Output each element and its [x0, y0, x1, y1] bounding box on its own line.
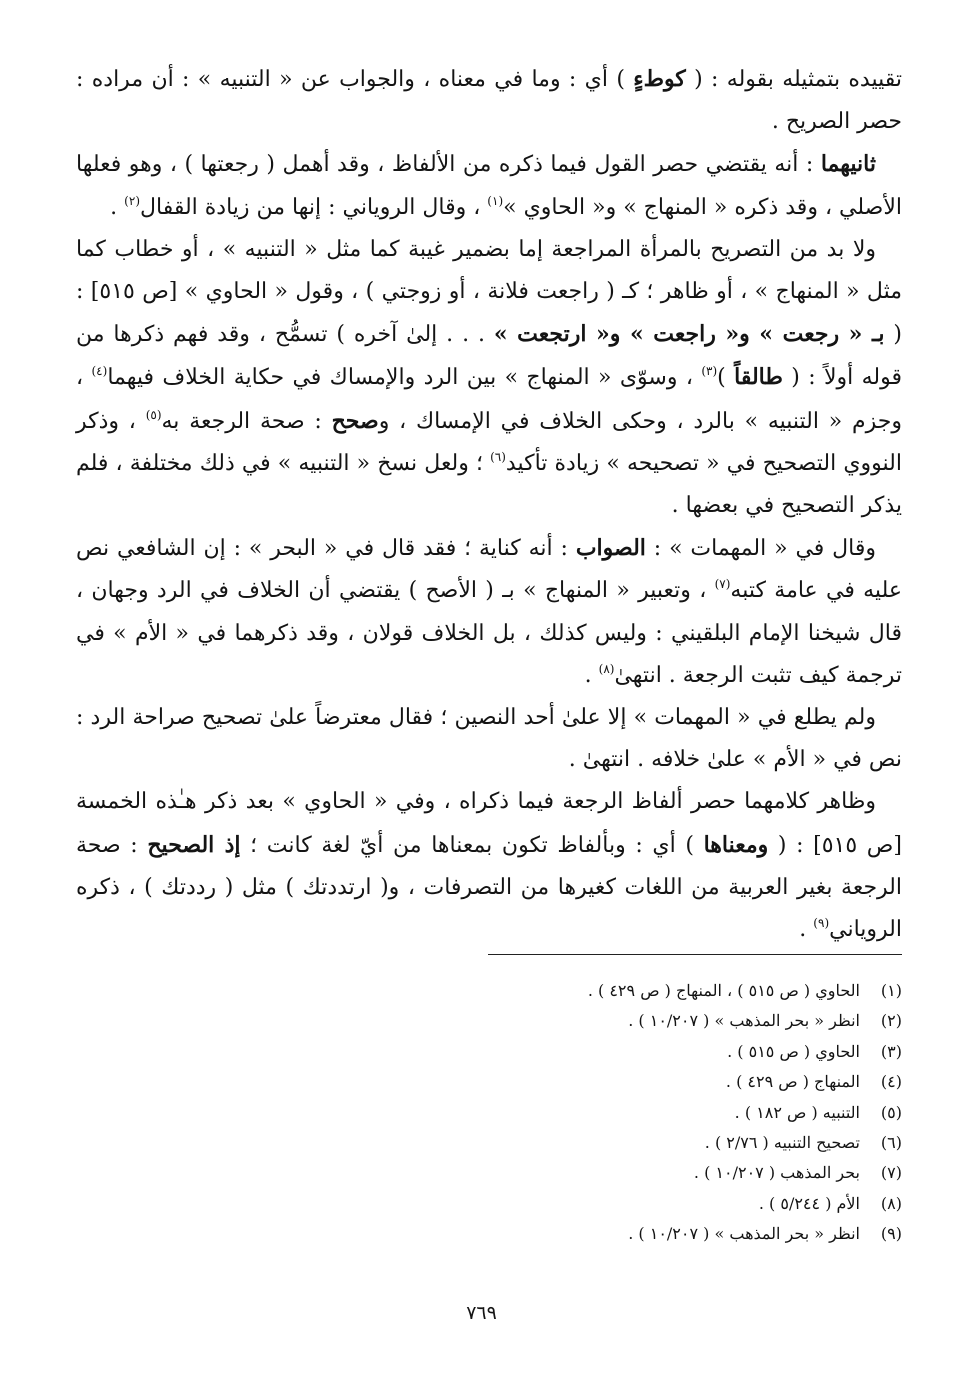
- text-run: ، وتعبير « المنهاج » بـ ( الأصح ) يقتضي أن الخلاف في الرد وجهان ، قال شيخنا الإمام البلقيني : وليس كذلك ، بل الخلاف قولان ، وقد ذكرهما في « الأم » في ترجمة كيف تثبت الرجعة . انتهىٰ: [76, 578, 902, 688]
- footnote-text: بحر المذهب ( ١٠/٢٠٧ ) .: [693, 1163, 860, 1183]
- paragraph: [76, 143, 902, 228]
- footnote-number: (٥): [880, 1102, 902, 1122]
- footnote-reference: (٧): [714, 577, 731, 592]
- footnote-reference: (٥): [145, 407, 162, 422]
- footnote-separator: [488, 954, 902, 955]
- footnote-text: تصحيح التنبيه ( ٢/٧٦ ) .: [704, 1133, 860, 1153]
- text-run: .: [110, 194, 125, 220]
- bold-term: ومعناها: [703, 831, 769, 858]
- text-run: ، وجزم « التنبيه » بالرد ، وحكى الخلاف في الإمساك ، و: [76, 365, 902, 434]
- text-run: : صحة الرجعة بغير العربية من اللغات كغيرها من التصرفات ، و( ارتددتك ) مثل ( رددتك ) ، ذكره الروياني: [76, 832, 902, 943]
- footnote: [440, 976, 902, 1006]
- bold-term: كوطءٍ: [633, 66, 686, 92]
- footnotes-section: [440, 976, 902, 1250]
- footnote: [440, 1219, 902, 1249]
- footnote-number: (١): [880, 981, 902, 1000]
- footnote-text: انظر « بحر المذهب » ( ١٠/٢٠٧ ) .: [628, 1224, 860, 1244]
- footnote: [440, 1006, 902, 1036]
- footnote: [440, 1158, 902, 1188]
- footnote-number: (٧): [880, 1163, 902, 1183]
- paragraph: [76, 229, 902, 527]
- bold-term: بـ « رجعت » و« راجعت » و« ارتجعت »: [493, 321, 885, 348]
- footnote-reference: (٤): [91, 364, 108, 379]
- text-run: ولا بد من التصريح بالمرأة المراجعة إما بضمير غيبة كما مثل « التنبيه » ، أو خطاب كما مثل « المنهاج » ، أو ظاهر ؛ كـ ( راجعت فلانة ، أو زوجتي ) ، وقول « الحاوي » [ص ٥١٥] : (: [76, 236, 903, 348]
- text-run: تقييده بتمثيله بقوله : (: [685, 67, 903, 92]
- footnote-reference: (٨): [598, 661, 615, 676]
- text-run: .: [799, 917, 814, 943]
- footnote: [440, 1098, 902, 1128]
- text-run: وظاهر كلامهما حصر ألفاظ الرجعة فيما ذكراه ، وفي « الحاوي » بعد ذكر هـٰذه الخمسة [ص ٥١٥] : (: [76, 789, 902, 858]
- footnote: [440, 1128, 902, 1158]
- paragraph: [76, 58, 902, 143]
- text-run: وقال في « المهمات » :: [645, 536, 877, 562]
- footnote-number: (٨): [880, 1193, 902, 1213]
- text-run: .: [584, 662, 599, 688]
- text-run: : أنه كناية ؛ فقد قال في « البحر » : إن الشافعي نص عليه في عامة كتبه: [76, 536, 902, 604]
- bold-term: صحح: [331, 407, 379, 434]
- footnote: [440, 1067, 902, 1097]
- footnote-number: (٩): [880, 1224, 902, 1244]
- text-run: ، وذكر النووي التصحيح في « تصحيحه » زيادة تأكيد: [76, 408, 902, 476]
- bold-term: الصواب: [575, 535, 646, 562]
- text-run: : صحة الرجعة به: [161, 408, 332, 434]
- text-run: ولم يطلع في « المهمات » إلا علىٰ أحد النصين ؛ فقال معترضاً علىٰ تصحيح صراحة الرد : نص في « الأم » علىٰ خلافه . انتهىٰ .: [76, 705, 902, 773]
- footnote: [440, 1189, 902, 1219]
- footnote-reference: (٣): [701, 364, 718, 379]
- text-run: ، وقال الروياني : إنها من زيادة القفال: [140, 194, 488, 220]
- footnote-text: الأم ( ٥/٢٤٤ ) .: [758, 1193, 860, 1213]
- footnote-number: (٦): [880, 1133, 902, 1153]
- paragraph: [76, 781, 902, 951]
- text-run: ) أي : وبألفاظ تكون بمعناها من أيّ لغة كانت ؛: [240, 832, 704, 858]
- footnote-reference: (٦): [490, 449, 506, 464]
- main-text-body: [76, 58, 902, 951]
- page-number: ٧٦٩: [466, 1302, 497, 1324]
- footnote-text: انظر « بحر المذهب » ( ١٠/٢٠٧ ) .: [628, 1011, 860, 1031]
- footnote-reference: (١): [487, 193, 504, 208]
- footnote-text: التنبيه ( ص ١٨٢ ) .: [734, 1102, 860, 1122]
- text-run: ) أي : وما في معناه ، والجواب عن « التنبيه » : أن مراده : حصر الصريح .: [76, 67, 902, 135]
- bold-term: ثانيهما: [820, 151, 876, 178]
- footnote: [440, 1037, 902, 1067]
- footnote-text: المنهاج ( ص ٤٢٩ ) .: [725, 1072, 860, 1092]
- paragraph: [76, 697, 902, 781]
- text-run: : أنه يقتضي حصر القول فيما ذكره من الألفاظ ، وقد أهمل ( رجعتها ) ، وهو فعلها الأصلي ، وقد ذكره « المنهاج » و« الحاوي »: [76, 152, 902, 220]
- footnote-reference: (٢): [124, 193, 140, 208]
- text-run: ، وسوّى « المنهاج » بين الرد والإمساك في حكاية الخلاف فيهما: [107, 365, 702, 391]
- text-run: . . . إلىٰ آخره ) تسمُّح ، وقد فهم ذكرها من قوله أولاً : (: [76, 322, 903, 391]
- bold-term: إذ الصحيح: [147, 831, 241, 858]
- footnote-text: الحاوي ( ص ٥١٥ ) ، المنهاج ( ص ٤٢٩ ) .: [587, 981, 860, 1000]
- footnote-text: الحاوي ( ص ٥١٥ ) .: [727, 1041, 860, 1061]
- text-run: ): [717, 365, 735, 391]
- footnote-number: (٢): [880, 1011, 902, 1031]
- paragraph: [76, 527, 902, 697]
- text-run: ؛ ولعل نسخ « التنبيه » في ذلك مختلفة ، فلم يذكر التصحيح في بعضها .: [76, 450, 902, 519]
- footnote-number: (٤): [880, 1072, 902, 1092]
- footnote-number: (٣): [880, 1041, 902, 1061]
- footnote-reference: (٩): [813, 916, 830, 931]
- bold-term: طالقاً: [734, 364, 783, 391]
